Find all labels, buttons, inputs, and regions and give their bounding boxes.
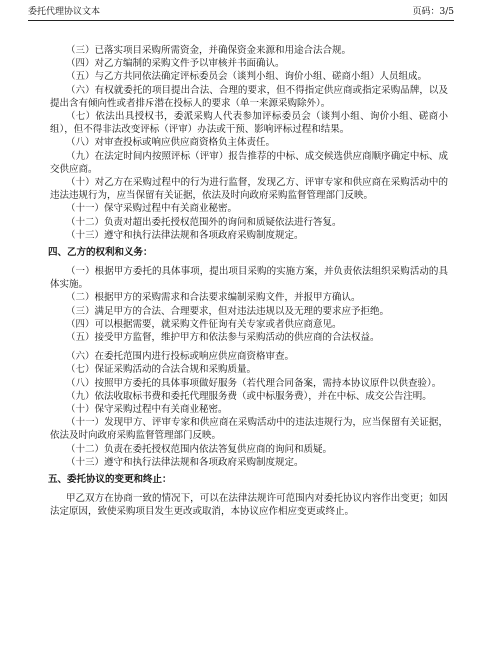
section5-body: 甲乙双方在协商一致的情况下，可以在法律法规许可范围内对委托协议内容作出变更；如因法定原因，致使采购项目发生更改或取消，本协议应作相应变更或终止。 [50,493,448,518]
section3-list [50,44,448,242]
section4-list-2 [50,350,448,469]
paragraph-item: （三）满足甲方的合法、合理要求，但对违法违规以及无理的要求应予拒绝。 [66,305,390,317]
paragraph-item: （七）依法出具授权书，委派采购人代表参加评标委员会（谈判小组、询价小组、磋商小组），但不得非法改变评标（评审）办法或干预、影响评标过程和结果。 [50,111,448,136]
paragraph-item: （十）保守采购过程中有关商业秘密。 [66,404,228,416]
paragraph-item: （九）依法收取标书费和委托代理服务费（或中标服务费），并在中标、成交公告注明。 [66,390,432,402]
paragraph-item: （二）根据甲方的采购需求和合法要求编制采购文件，并报甲方确认。 [66,292,361,304]
paragraph-item: （六）有权就委托的项目提出合法、合理的要求，但不得指定供应商或指定采购品牌，以及提出含有倾向性或者排斥潜在投标人的要求（单一来源采购除外）。 [50,84,448,109]
paragraph-item: （十）对乙方在采购过程中的行为进行监督，发现乙方、评审专家和供应商在采购活动中的违法违规行为，应当保留有关证据，依法及时向政府采购监督管理部门反映。 [50,177,448,202]
paragraph-item: （十一）保守采购过程中有关商业秘密。 [66,203,238,215]
paragraph-item: （十二）负责在委托授权范围内依法答复供应商的询问和质疑。 [66,443,333,455]
paragraph-item: （十一）发现甲方、评审专家和供应商在采购活动中的违法违规行为，应当保留有关证据，依法及时向政府采购监督管理部门反映。 [50,417,448,442]
paragraph-item: （六）在委托范围内进行投标或响应供应商资格审查。 [66,351,295,363]
section5-heading: 五、委托协议的变更和终止： [48,474,172,486]
paragraph-item: （八）按照甲方委托的具体事项做好服务（若代理合同备案，需持本协议原件以供查验）。 [66,377,442,389]
paragraph-item: （九）在法定时间内按照评标（评审）报告推荐的中标、成交候选供应商顺序确定中标、成交供应商。 [50,150,448,175]
paragraph-item: （五）接受甲方监督，维护甲方和依法参与采购活动的供应商的合法权益。 [66,332,380,344]
page-header [28,6,454,21]
paragraph-item: （七）保证采购活动的合法合规和采购质量。 [66,364,257,376]
paragraph-item: （十三）遵守和执行法律法规和各项政府采购制度规定。 [66,456,304,468]
section4-list-1 [50,265,448,344]
paragraph-item: （三）已落实项目采购所需资金，并确保资金来源和用途合法合规。 [66,45,352,56]
document-body [50,44,448,519]
paragraph-item: （八）对审查投标或响应供应商资格负主体责任。 [66,137,276,149]
paragraph-item: （十三）遵守和执行法律法规和各项政府采购制度规定。 [66,229,304,241]
header-title: 委托代理协议文本 [28,7,101,17]
paragraph-item: （四）对乙方编制的采购文件予以审核并书面确认。 [66,58,285,70]
paragraph-item: （十二）负责对超出委托授权范围外的询问和质疑依法进行答复。 [66,216,342,228]
paragraph-item: （四）可以根据需要，就采购文件征询有关专家或者供应商意见。 [66,318,342,330]
header-page-number: 页码：3/5 [412,7,454,17]
section4-heading: 四、乙方的权利和义务： [48,247,153,259]
paragraph-item: （五）与乙方共同依法确定评标委员会（谈判小组、询价小组、磋商小组）人员组成。 [66,71,428,83]
paragraph-item: （一）根据甲方委托的具体事项，提出项目采购的实施方案，并负责依法组织采购活动的具体实施。 [50,266,448,291]
